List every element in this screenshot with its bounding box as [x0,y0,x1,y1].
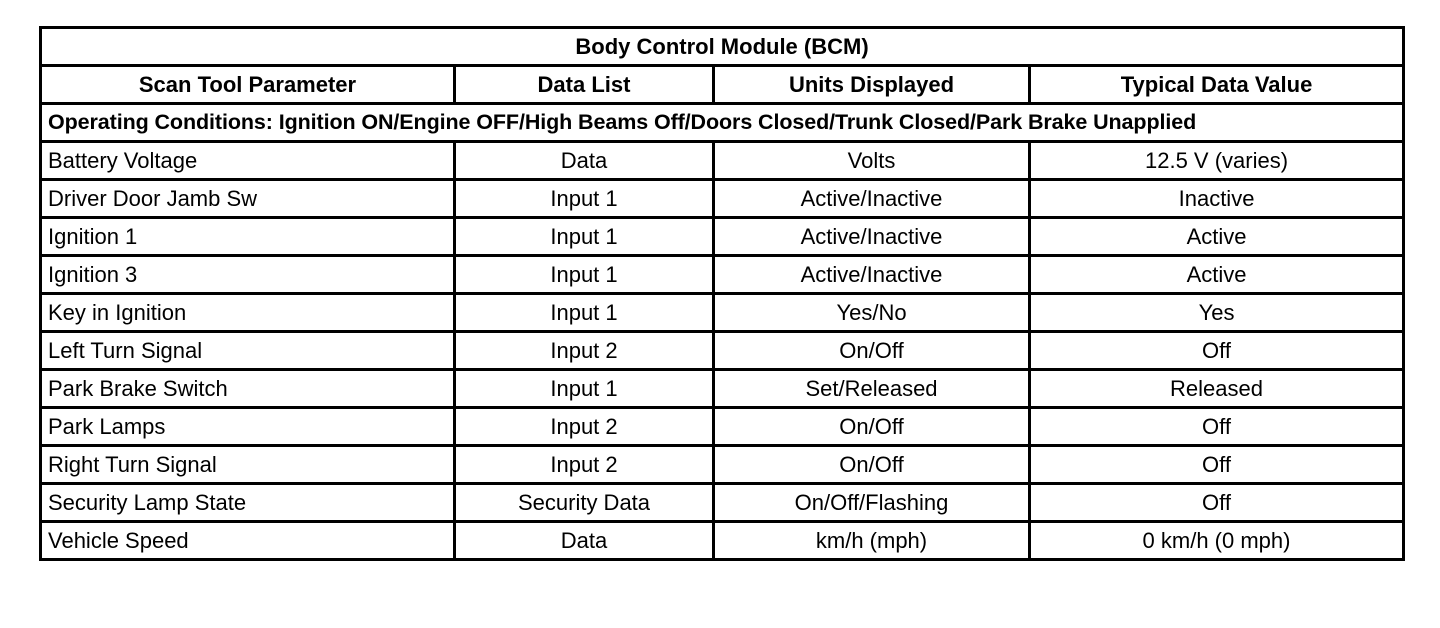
typical-value-cell: Off [1030,446,1404,484]
parameter-cell: Security Lamp State [41,484,455,522]
parameter-cell: Ignition 3 [41,256,455,294]
typical-value-cell: Inactive [1030,180,1404,218]
operating-conditions-row [41,104,1404,142]
table-title-row [41,28,1404,66]
table-header-row [41,66,1404,104]
table-row [41,256,1404,294]
table-row [41,446,1404,484]
units-cell: Yes/No [714,294,1030,332]
data-list-cell: Data [455,522,714,560]
table-row [41,218,1404,256]
table-row [41,408,1404,446]
typical-value-cell: Released [1030,370,1404,408]
bcm-data-table-container [39,26,1402,561]
typical-value-cell: Active [1030,218,1404,256]
data-list-cell: Security Data [455,484,714,522]
column-header-typical-value: Typical Data Value [1030,66,1404,104]
parameter-cell: Left Turn Signal [41,332,455,370]
units-cell: Active/Inactive [714,180,1030,218]
data-list-cell: Input 2 [455,408,714,446]
parameter-cell: Vehicle Speed [41,522,455,560]
parameter-cell: Driver Door Jamb Sw [41,180,455,218]
column-header-units: Units Displayed [714,66,1030,104]
typical-value-cell: Yes [1030,294,1404,332]
parameter-cell: Park Lamps [41,408,455,446]
parameter-cell: Ignition 1 [41,218,455,256]
data-list-cell: Input 2 [455,446,714,484]
data-list-cell: Input 1 [455,256,714,294]
units-cell: Set/Released [714,370,1030,408]
units-cell: On/Off/Flashing [714,484,1030,522]
table-row [41,332,1404,370]
table-row [41,522,1404,560]
units-cell: On/Off [714,332,1030,370]
column-header-data-list: Data List [455,66,714,104]
data-list-cell: Input 1 [455,294,714,332]
units-cell: km/h (mph) [714,522,1030,560]
typical-value-cell: Off [1030,484,1404,522]
operating-conditions: Operating Conditions: Ignition ON/Engine OFF/High Beams Off/Doors Closed/Trunk Closed/Park Brake Unapplied [41,104,1404,142]
units-cell: Active/Inactive [714,218,1030,256]
column-header-parameter: Scan Tool Parameter [41,66,455,104]
data-list-cell: Input 1 [455,218,714,256]
table-title: Body Control Module (BCM) [41,28,1404,66]
units-cell: Active/Inactive [714,256,1030,294]
table-row [41,370,1404,408]
units-cell: Volts [714,142,1030,180]
parameter-cell: Key in Ignition [41,294,455,332]
parameter-cell: Park Brake Switch [41,370,455,408]
table-row [41,484,1404,522]
typical-value-cell: Off [1030,332,1404,370]
typical-value-cell: Active [1030,256,1404,294]
typical-value-cell: Off [1030,408,1404,446]
parameter-cell: Right Turn Signal [41,446,455,484]
table-row [41,294,1404,332]
parameter-cell: Battery Voltage [41,142,455,180]
table-row [41,180,1404,218]
table-row [41,142,1404,180]
data-list-cell: Data [455,142,714,180]
typical-value-cell: 12.5 V (varies) [1030,142,1404,180]
units-cell: On/Off [714,408,1030,446]
table-body [41,142,1404,560]
units-cell: On/Off [714,446,1030,484]
data-list-cell: Input 1 [455,180,714,218]
data-list-cell: Input 2 [455,332,714,370]
typical-value-cell: 0 km/h (0 mph) [1030,522,1404,560]
bcm-data-table [39,26,1405,561]
data-list-cell: Input 1 [455,370,714,408]
